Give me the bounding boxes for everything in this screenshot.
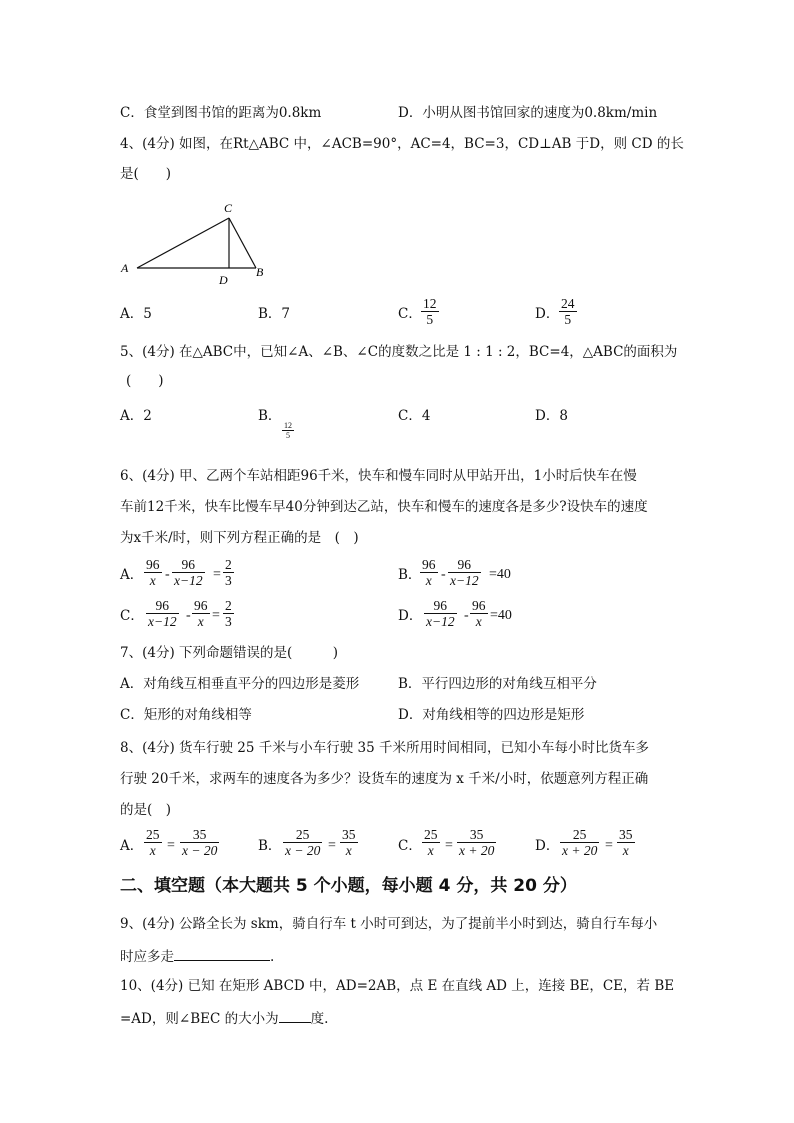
q5-option-d: D．8: [535, 408, 568, 424]
q6-c-frac3: 2 3: [225, 598, 232, 629]
q7-option-b: B．平行四边形的对角线互相平分: [398, 676, 597, 692]
q4-stem-line1: 4、(4分) 如图，在Rt△ABC 中，∠ACB=90°，AC=4，BC=3，CD⊥AB 于D，则 CD 的长: [120, 136, 684, 152]
q6-d-tail: =40: [490, 608, 512, 623]
q8-c-left: 25 x: [424, 827, 438, 858]
q6-d-frac2: 96 x: [472, 598, 486, 629]
q9-stem-line2: 时应多走 .: [120, 946, 274, 967]
side-cb: [229, 218, 256, 268]
q8-b-left: 25 x − 20: [285, 827, 321, 858]
q5-stem-line2: ( ): [126, 373, 164, 389]
q6-a-frac1: 96 x: [146, 557, 160, 588]
q9-answer-blank[interactable]: [174, 946, 270, 961]
q8-option-a: A．: [120, 838, 144, 854]
q6-b-frac2: 96 x−12: [450, 557, 479, 588]
q10-answer-blank[interactable]: [279, 1008, 311, 1023]
q6-c-equals: =: [212, 608, 220, 623]
q8-option-b: B．: [258, 838, 282, 854]
q8-c-eq: =: [445, 838, 453, 853]
q7-option-d: D．对角线相等的四边形是矩形: [398, 707, 585, 723]
q6-stem-line1: 6、(4分) 甲、乙两个车站相距96千米，快车和慢车同时从甲站开出，1小时后快车在慢: [120, 468, 637, 484]
q8-d-right: 35 x: [619, 827, 633, 858]
q6-c-frac1: 96 x−12: [148, 598, 177, 629]
q6-d-frac1: 96 x−12: [426, 598, 455, 629]
q10-stem-line2: =AD，则∠BEC 的大小为 度.: [120, 1008, 328, 1029]
q6-c-frac2: 96 x: [194, 598, 208, 629]
q6-c-minus: -: [186, 608, 191, 623]
q8-stem-line2: 行驶 20千米，求两车的速度各为多少？设货车的速度为 x 千米/小时，依题意列方程正确: [120, 771, 649, 787]
q6-a-equals: =: [213, 567, 221, 582]
q4-option-c-fraction: 12 5: [423, 296, 437, 327]
q6-a-frac2: 96 x−12: [174, 557, 203, 588]
section-fill-in-heading: 二、填空题（本大题共 5 个小题，每小题 4 分，共 20 分）: [120, 876, 577, 896]
q4-option-a: A．5: [120, 306, 152, 322]
q6-stem-line2: 车前12千米，快车比慢车早40分钟到达乙站，快车和慢车的速度各是多少?设快车的速度: [120, 499, 648, 515]
label-d: D: [219, 273, 228, 287]
q5-option-b-fraction: 12 5: [284, 421, 292, 440]
q6-a-minus: -: [165, 567, 170, 582]
q6-option-c: C．: [120, 608, 144, 624]
q5-option-b: B．: [258, 408, 282, 424]
q4-option-b: B．7: [258, 306, 291, 322]
q8-c-right: 35 x + 20: [459, 827, 495, 858]
label-c: C: [224, 201, 233, 215]
q7-option-a: A．对角线互相垂直平分的四边形是菱形: [120, 676, 360, 692]
q9-stem-line1: 9、(4分) 公路全长为 skm，骑自行车 t 小时可到达，为了提前半小时到达，骑自行车每小: [120, 916, 658, 932]
label-a: A: [121, 261, 129, 275]
q4-stem-line2: 是( ): [120, 166, 172, 182]
q8-option-d: D．: [535, 838, 560, 854]
q8-stem-line3: 的是( ): [120, 802, 172, 818]
q4-option-d: D．: [535, 306, 560, 322]
q8-stem-line1: 8、(4分) 货车行驶 25 千米与小车行驶 35 千米所用时间相同，已知小车每小时比货车多: [120, 740, 650, 756]
prev-option-c: C．食堂到图书馆的距离为0.8km: [120, 105, 322, 121]
q6-d-minus: -: [464, 608, 469, 623]
q8-option-c: C．: [398, 838, 422, 854]
q7-option-c: C．矩形的对角线相等: [120, 707, 252, 723]
q6-option-b: B．: [398, 567, 422, 583]
q8-a-left: 25 x: [146, 827, 160, 858]
prev-option-d: D．小明从图书馆回家的速度为0.8km/min: [398, 105, 658, 121]
q5-stem-line1: 5、(4分) 在△ABC中，已知∠A、∠B、∠C的度数之比是 1 : 1 : 2，BC=4，△ABC的面积为: [120, 344, 678, 360]
q4-option-d-fraction: 24 5: [561, 296, 575, 327]
q4-option-c: C．: [398, 306, 422, 322]
label-b: B: [256, 265, 264, 279]
q8-b-eq: =: [328, 838, 336, 853]
q8-a-right: 35 x − 20: [182, 827, 218, 858]
q6-a-frac3: 2 3: [225, 557, 232, 588]
q6-b-frac1: 96 x: [422, 557, 436, 588]
q6-stem-line3: 为x千米/时，则下列方程正确的是 ( ): [120, 530, 359, 546]
q6-option-d: D．: [398, 608, 423, 624]
q8-a-eq: =: [167, 838, 175, 853]
q5-option-a: A．2: [120, 408, 152, 424]
q8-b-right: 35 x: [342, 827, 356, 858]
q7-stem: 7、(4分) 下列命题错误的是( ): [120, 645, 339, 661]
q6-b-minus: -: [441, 567, 446, 582]
q4-triangle-figure: [115, 198, 275, 290]
q6-b-tail: =40: [489, 567, 511, 582]
q5-option-c: C．4: [398, 408, 431, 424]
side-ac: [137, 218, 229, 268]
q10-stem-line1: 10、(4分) 已知 在矩形 ABCD 中，AD=2AB，点 E 在直线 AD 上，连接 BE，CE，若 BE: [120, 978, 675, 994]
q8-d-left: 25 x + 20: [562, 827, 598, 858]
q8-d-eq: =: [605, 838, 613, 853]
q6-option-a: A．: [120, 567, 144, 583]
